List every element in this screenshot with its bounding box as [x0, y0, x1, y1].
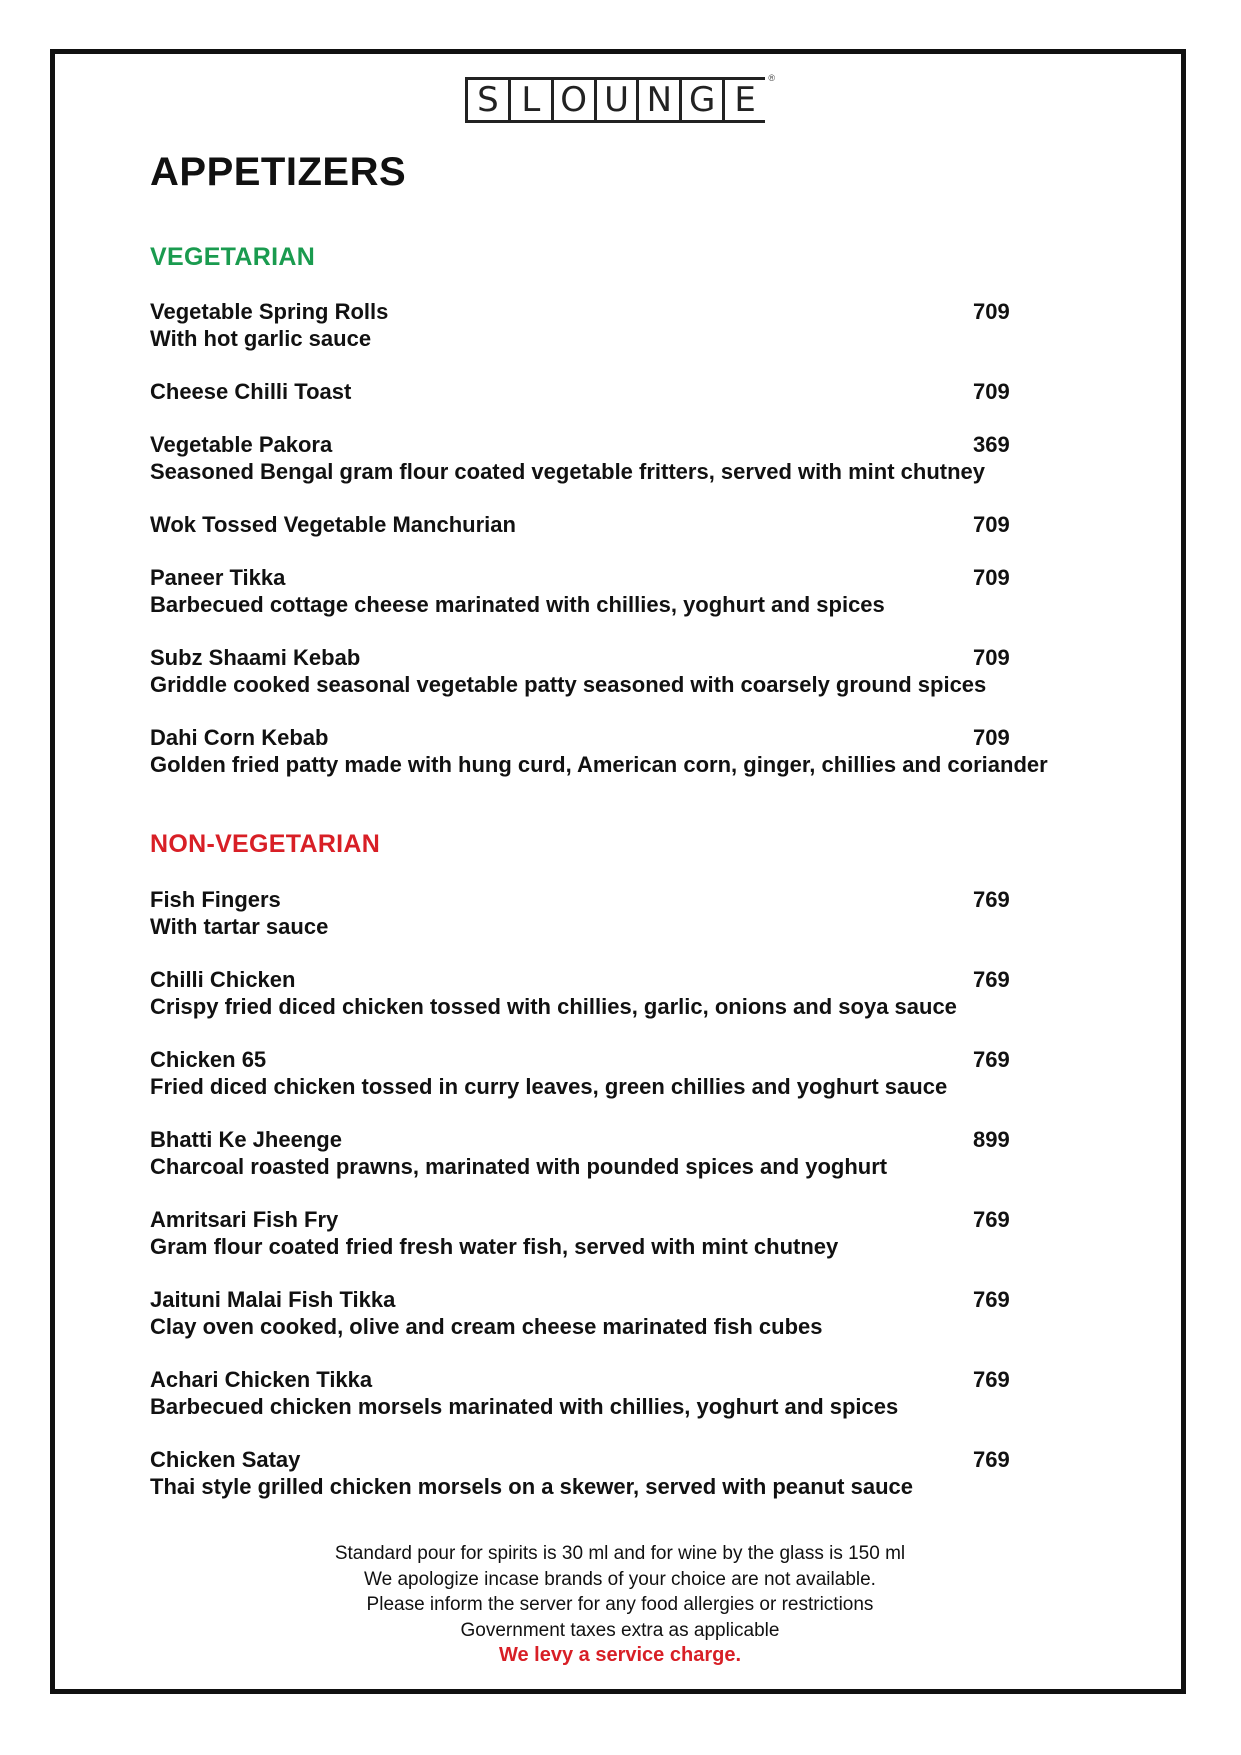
item-price: 369	[973, 432, 1010, 457]
menu-item	[150, 644, 1080, 698]
menu-item	[150, 1286, 1080, 1340]
item-price: 709	[973, 645, 1010, 670]
item-description: Clay oven cooked, olive and cream cheese marinated fish cubes	[150, 1314, 823, 1339]
item-name: Subz Shaami Kebab	[150, 645, 361, 670]
item-name: Fish Fingers	[150, 887, 281, 912]
footer-line: Standard pour for spirits is 30 ml and for wine by the glass is 150 ml	[334, 1543, 906, 1564]
item-description: Golden fried patty made with hung curd, American corn, ginger, chillies and coriander	[150, 752, 1048, 777]
item-name: Dahi Corn Kebab	[150, 725, 329, 750]
footer-notes	[250, 1541, 990, 1669]
item-price: 899	[973, 1127, 1010, 1152]
item-name: Amritsari Fish Fry	[150, 1207, 339, 1232]
menu-item	[150, 298, 1080, 352]
footer-line: We apologize incase brands of your choice are not available.	[364, 1568, 876, 1590]
registered-mark: ®	[768, 73, 775, 83]
menu-item	[150, 511, 1080, 538]
menu-item	[150, 724, 1080, 778]
logo-letter: E	[722, 77, 765, 123]
menu-item	[150, 886, 1080, 940]
item-description: With hot garlic sauce	[150, 326, 372, 351]
item-name: Chicken 65	[150, 1047, 267, 1072]
item-name: Paneer Tikka	[150, 565, 286, 590]
item-name: Chicken Satay	[150, 1447, 301, 1472]
item-name: Bhatti Ke Jheenge	[150, 1127, 342, 1152]
logo-letter: U	[594, 77, 637, 123]
page-title: APPETIZERS	[150, 150, 407, 194]
item-description: Gram flour coated fried fresh water fish, served with mint chutney	[150, 1234, 839, 1259]
footer-line: Please inform the server for any food allergies or restrictions	[366, 1594, 874, 1615]
item-description: Seasoned Bengal gram flour coated vegetable fritters, served with mint chutney	[150, 459, 985, 484]
item-price: 709	[973, 379, 1010, 404]
item-name: Chilli Chicken	[150, 967, 296, 992]
logo-letter: O	[551, 77, 594, 123]
logo-letter: G	[679, 77, 722, 123]
menu-item	[150, 1206, 1080, 1260]
item-price: 769	[973, 1447, 1010, 1472]
menu-item	[150, 1126, 1080, 1180]
item-description: Griddle cooked seasonal vegetable patty seasoned with coarsely ground spices	[150, 672, 987, 697]
item-price: 769	[973, 1047, 1010, 1072]
item-name: Wok Tossed Vegetable Manchurian	[150, 512, 516, 537]
item-description: With tartar sauce	[150, 914, 329, 939]
item-price: 769	[973, 1207, 1010, 1232]
item-description: Barbecued cottage cheese marinated with chillies, yoghurt and spices	[150, 592, 885, 617]
item-name: Achari Chicken Tikka	[150, 1367, 373, 1392]
service-charge-note: We levy a service charge.	[498, 1644, 741, 1666]
menu-item	[150, 431, 1080, 485]
menu-item	[150, 378, 1080, 405]
item-description: Crispy fried diced chicken tossed with chillies, garlic, onions and soya sauce	[150, 994, 957, 1019]
item-name: Vegetable Pakora	[150, 432, 333, 457]
logo-letter: N	[636, 77, 679, 123]
item-name: Cheese Chilli Toast	[150, 379, 352, 404]
item-price: 769	[973, 887, 1010, 912]
menu-item	[150, 1446, 1080, 1500]
item-description: Thai style grilled chicken morsels on a skewer, served with peanut sauce	[150, 1474, 913, 1499]
section-heading-vegetarian: VEGETARIAN	[150, 243, 316, 271]
footer-line: Government taxes extra as applicable	[460, 1619, 780, 1641]
item-price: 709	[973, 299, 1010, 324]
item-description: Fried diced chicken tossed in curry leaves, green chillies and yoghurt sauce	[150, 1074, 948, 1099]
logo-letter: S	[465, 77, 508, 123]
menu-item	[150, 1046, 1080, 1100]
logo-letter: L	[508, 77, 551, 123]
item-price: 769	[973, 1367, 1010, 1392]
item-price: 709	[973, 512, 1010, 537]
menu-item	[150, 1366, 1080, 1420]
item-price: 709	[973, 725, 1010, 750]
item-price: 769	[973, 967, 1010, 992]
item-description: Barbecued chicken morsels marinated with chillies, yoghurt and spices	[150, 1394, 899, 1419]
item-name: Jaituni Malai Fish Tikka	[150, 1287, 396, 1312]
menu-item	[150, 966, 1080, 1020]
slounge-logo	[465, 73, 775, 123]
item-price: 709	[973, 565, 1010, 590]
item-price: 769	[973, 1287, 1010, 1312]
menu-item	[150, 564, 1080, 618]
item-description: Charcoal roasted prawns, marinated with pounded spices and yoghurt	[150, 1154, 888, 1179]
item-name: Vegetable Spring Rolls	[150, 299, 389, 324]
section-heading-non-vegetarian: NON-VEGETARIAN	[150, 830, 381, 858]
